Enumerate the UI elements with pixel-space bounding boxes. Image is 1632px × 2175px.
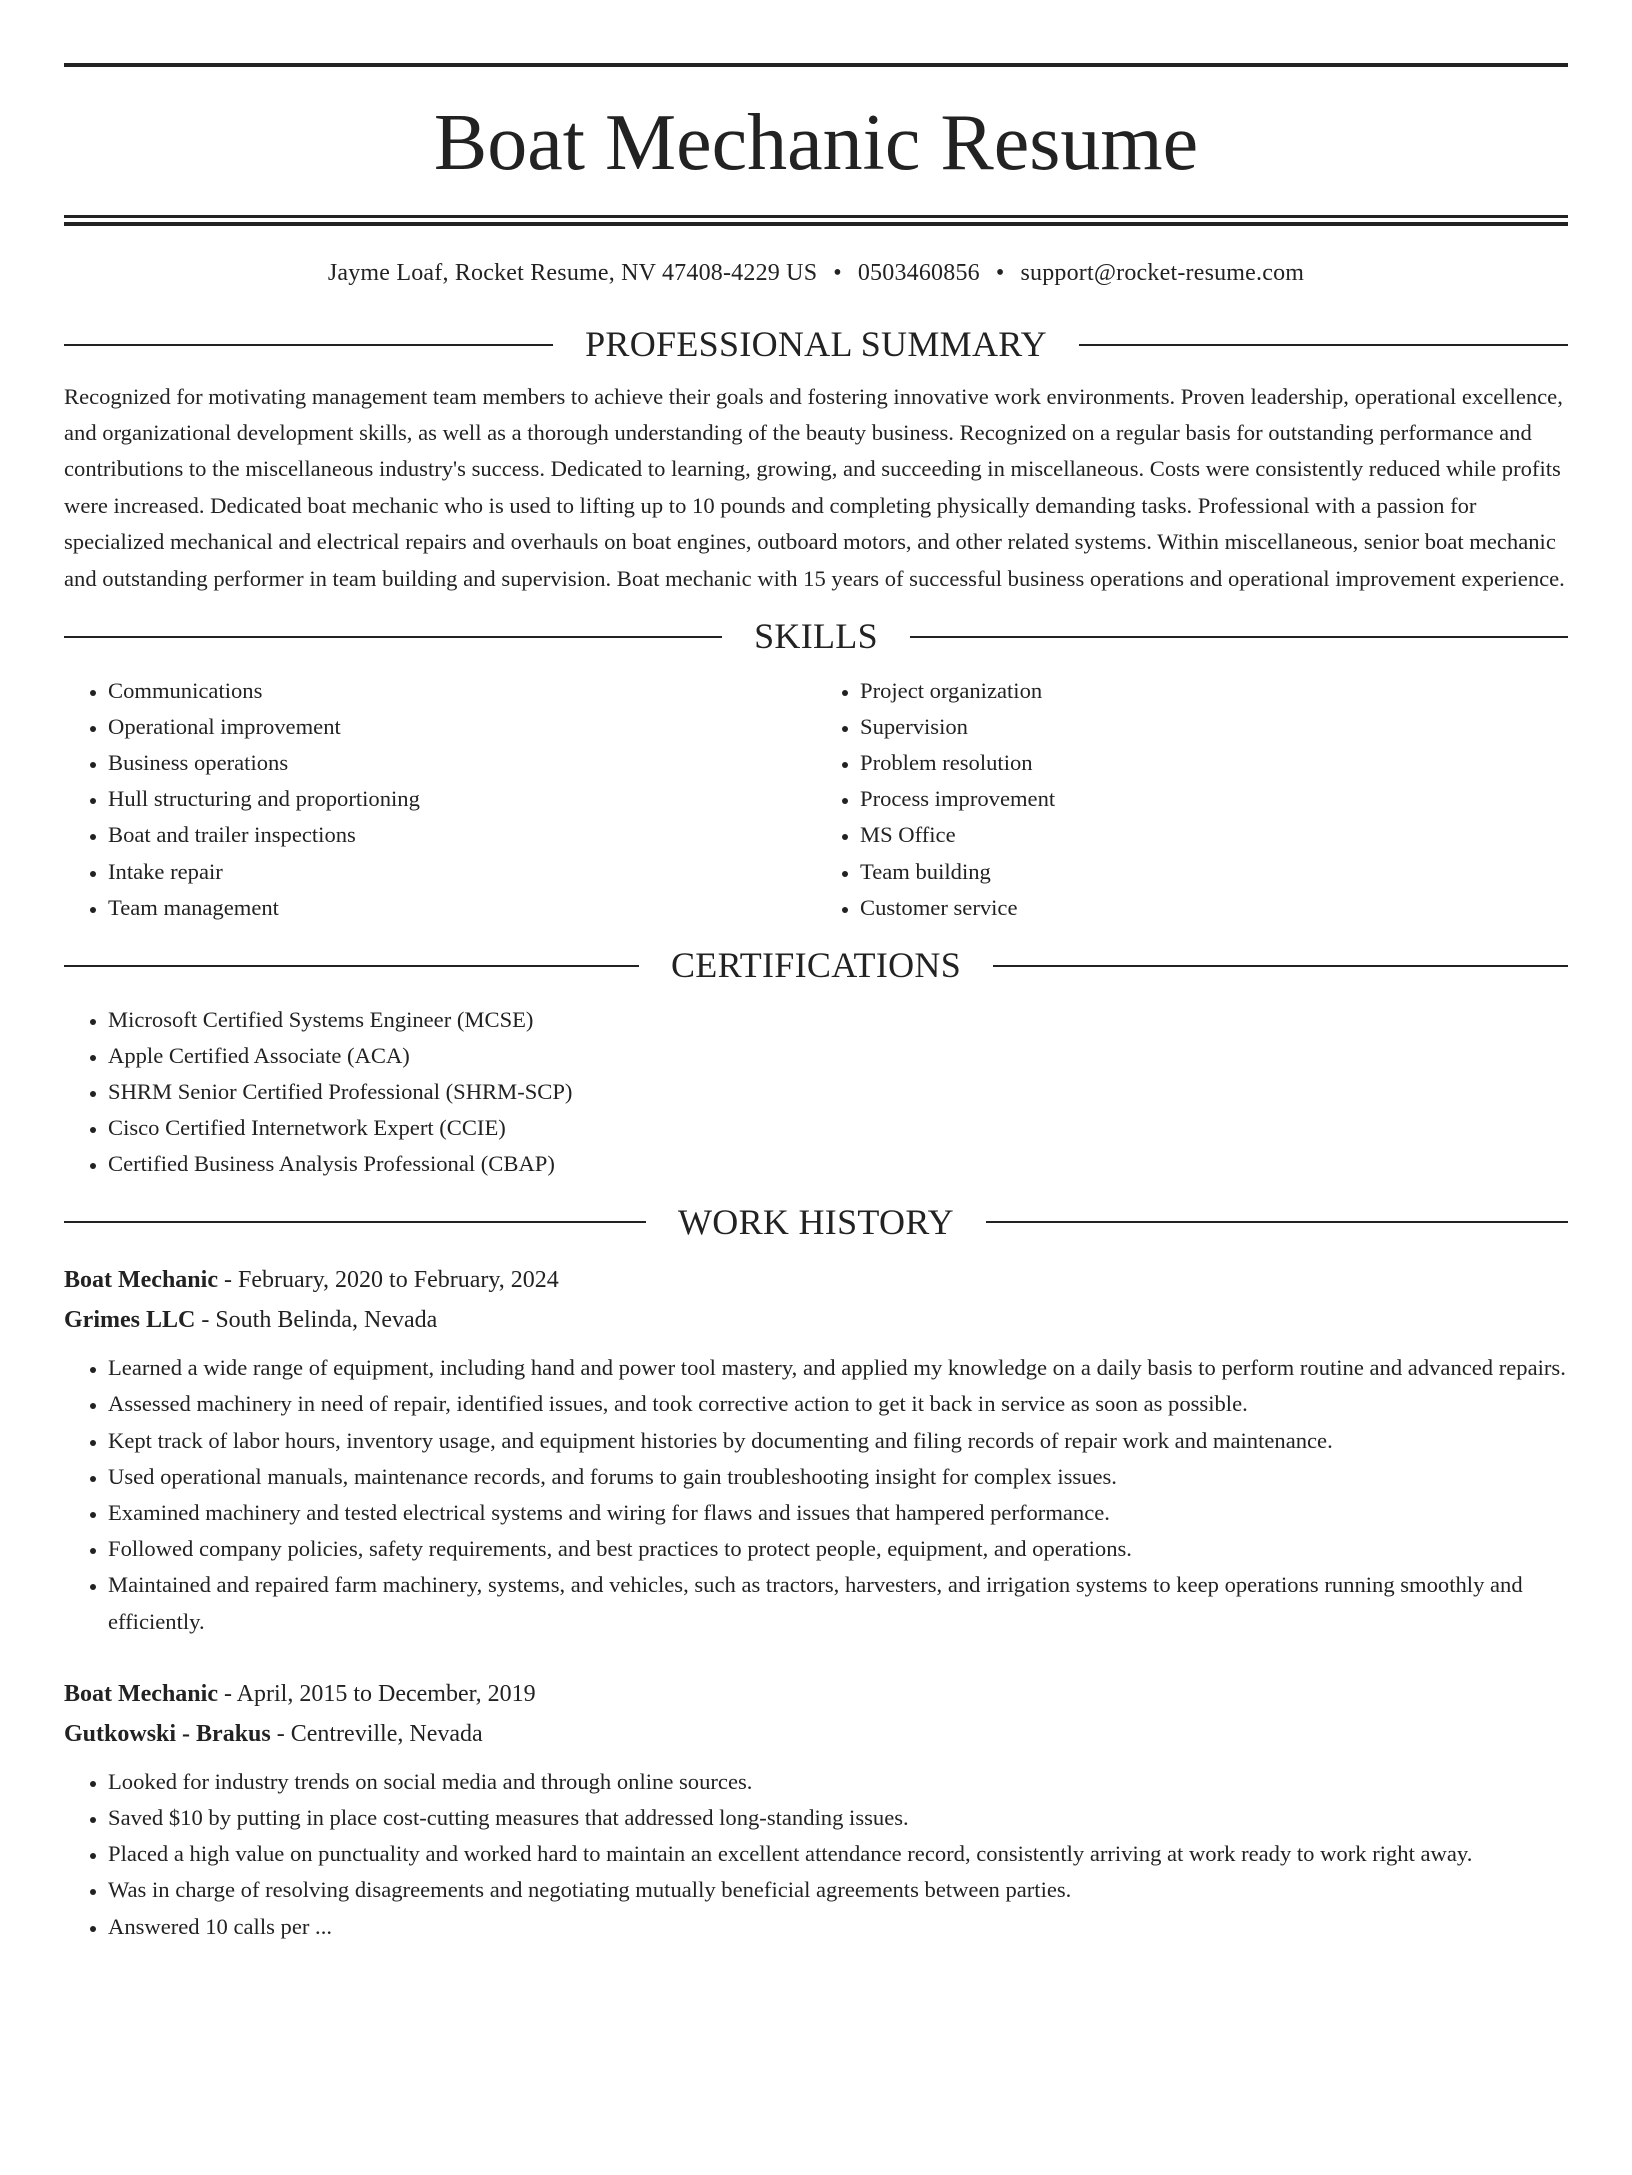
skill-item: • Team management	[108, 890, 816, 926]
job-duty: • Used operational manuals, maintenance records, and forums to gain troubleshooting insight for complex issues.	[108, 1459, 1568, 1495]
contact-email: support@rocket-resume.com	[1020, 260, 1305, 286]
skill-item: • Boat and trailer inspections	[108, 817, 816, 853]
job-company: Grimes LLC	[64, 1307, 196, 1334]
job-duty: • Examined machinery and tested electrical systems and wiring for flaws and issues that hampered performance.	[108, 1495, 1568, 1531]
certification-item: • Certified Business Analysis Professional (CBAP)	[108, 1146, 1568, 1182]
certifications-heading	[64, 946, 1568, 986]
skills-heading-label: SKILLS	[754, 616, 878, 657]
job-company-line	[64, 1714, 1568, 1754]
job-duty: • Looked for industry trends on social media and through online sources.	[108, 1764, 1568, 1800]
job-location: - South Belinda, Nevada	[195, 1307, 438, 1334]
skill-item: • Team building	[860, 854, 1568, 890]
job-duty: • Followed company policies, safety requirements, and best practices to protect people, equipment, and operations.	[108, 1531, 1568, 1567]
job-duties	[64, 1350, 1568, 1640]
skills-column-right	[816, 673, 1568, 926]
summary-heading-label: PROFESSIONAL SUMMARY	[585, 324, 1047, 364]
top-rule	[64, 63, 1568, 67]
skills-column-left	[64, 673, 816, 926]
summary-text: Recognized for motivating management team members to achieve their goals and fostering innovative work environments. Proven leadership, operational excellence, and organizational development skills, as well as a thorough understanding of the beauty business. Recognized on a regular basis for outstanding performance and contributions to the miscellaneous industry's success. Dedicated to learning, growing, and succeeding in miscellaneous. Costs were consistently reduced while profits were increased. Dedicated boat mechanic who is used to lifting up to 10 pounds and completing physically demanding tasks. Professional with a passion for specialized mechanical and electrical repairs and overhauls on boat engines, outboard motors, and other related systems. Within miscellaneous, senior boat mechanic and outstanding performer in team building and supervision. Boat mechanic with 15 years of successful business operations and operational improvement experience.	[64, 383, 1565, 591]
heading-rule	[986, 1221, 1568, 1223]
skill-item: • Business operations	[108, 745, 816, 781]
skill-item: • Operational improvement	[108, 709, 816, 745]
heading-rule	[64, 636, 722, 638]
job-role: Boat Mechanic	[64, 1680, 218, 1707]
heading-rule	[1079, 344, 1568, 346]
contact-phone: 0503460856	[857, 260, 980, 286]
skill-item: • Project organization	[860, 673, 1568, 709]
job-title-line	[64, 1674, 1568, 1714]
heading-rule	[64, 965, 639, 967]
job-duty: • Saved $10 by putting in place cost-cutting measures that addressed long-standing issues.	[108, 1800, 1568, 1836]
job-duty: • Kept track of labor hours, inventory usage, and equipment histories by documenting and filing records of repair work and maintenance.	[108, 1423, 1568, 1459]
skill-item: • Process improvement	[860, 781, 1568, 817]
certification-item: • Cisco Certified Internetwork Expert (CCIE)	[108, 1110, 1568, 1146]
contact-address: Jayme Loaf, Rocket Resume, NV 47408-4229 US	[327, 260, 818, 286]
certification-item: • Apple Certified Associate (ACA)	[108, 1038, 1568, 1074]
job-duty: • Answered 10 calls per ...	[108, 1909, 1568, 1945]
work-history-heading-label: WORK HISTORY	[678, 1201, 954, 1242]
skill-item: • Hull structuring and proportioning	[108, 781, 816, 817]
certification-item: • Microsoft Certified Systems Engineer (MCSE)	[108, 1002, 1568, 1038]
resume-page	[0, 63, 1632, 2175]
work-history-heading	[64, 1203, 1568, 1243]
skills-list	[64, 673, 1568, 926]
job-duties	[64, 1764, 1568, 1945]
job-role: Boat Mechanic	[64, 1267, 218, 1294]
certifications-list	[64, 1002, 1568, 1183]
skill-item: • MS Office	[860, 817, 1568, 853]
skill-item: • Communications	[108, 673, 816, 709]
skills-heading	[64, 617, 1568, 657]
summary-heading	[64, 325, 1568, 365]
page-title: Boat Mechanic Resume	[433, 99, 1199, 187]
heading-rule	[910, 636, 1568, 638]
job-entry	[64, 1260, 1568, 1640]
contact-line	[64, 260, 1568, 287]
job-company: Gutkowski - Brakus	[64, 1720, 271, 1747]
job-dates: - April, 2015 to December, 2019	[217, 1680, 536, 1707]
contact-separator: •	[833, 260, 842, 286]
skill-item: • Customer service	[860, 890, 1568, 926]
skill-item: • Supervision	[860, 709, 1568, 745]
skill-item: • Intake repair	[108, 854, 816, 890]
job-duty: • Placed a high value on punctuality and worked hard to maintain an excellent attendance record, consistently arriving at work ready to work right away.	[108, 1836, 1568, 1872]
job-entry	[64, 1674, 1568, 1945]
skill-item: • Problem resolution	[860, 745, 1568, 781]
heading-rule	[64, 1221, 646, 1223]
job-dates: - February, 2020 to February, 2024	[217, 1267, 559, 1294]
heading-rule	[64, 344, 553, 346]
certifications-heading-label: CERTIFICATIONS	[670, 945, 962, 986]
job-duty: • Was in charge of resolving disagreements and negotiating mutually beneficial agreements between parties.	[108, 1872, 1568, 1908]
job-duty: • Assessed machinery in need of repair, identified issues, and took corrective action to get it back in service as soon as possible.	[108, 1386, 1568, 1422]
title-double-rule	[64, 215, 1568, 226]
certification-item: • SHRM Senior Certified Professional (SHRM-SCP)	[108, 1074, 1568, 1110]
job-company-line	[64, 1300, 1568, 1340]
heading-rule	[993, 965, 1568, 967]
contact-separator: •	[995, 260, 1005, 286]
job-duty: • Maintained and repaired farm machinery, systems, and vehicles, such as tractors, harvesters, and irrigation systems to keep operations running smoothly and efficiently.	[108, 1567, 1568, 1639]
job-duty: • Learned a wide range of equipment, including hand and power tool mastery, and applied my knowledge on a daily basis to perform routine and advanced repairs.	[108, 1350, 1568, 1386]
job-location: - Centreville, Nevada	[270, 1720, 483, 1747]
job-title-line	[64, 1260, 1568, 1300]
